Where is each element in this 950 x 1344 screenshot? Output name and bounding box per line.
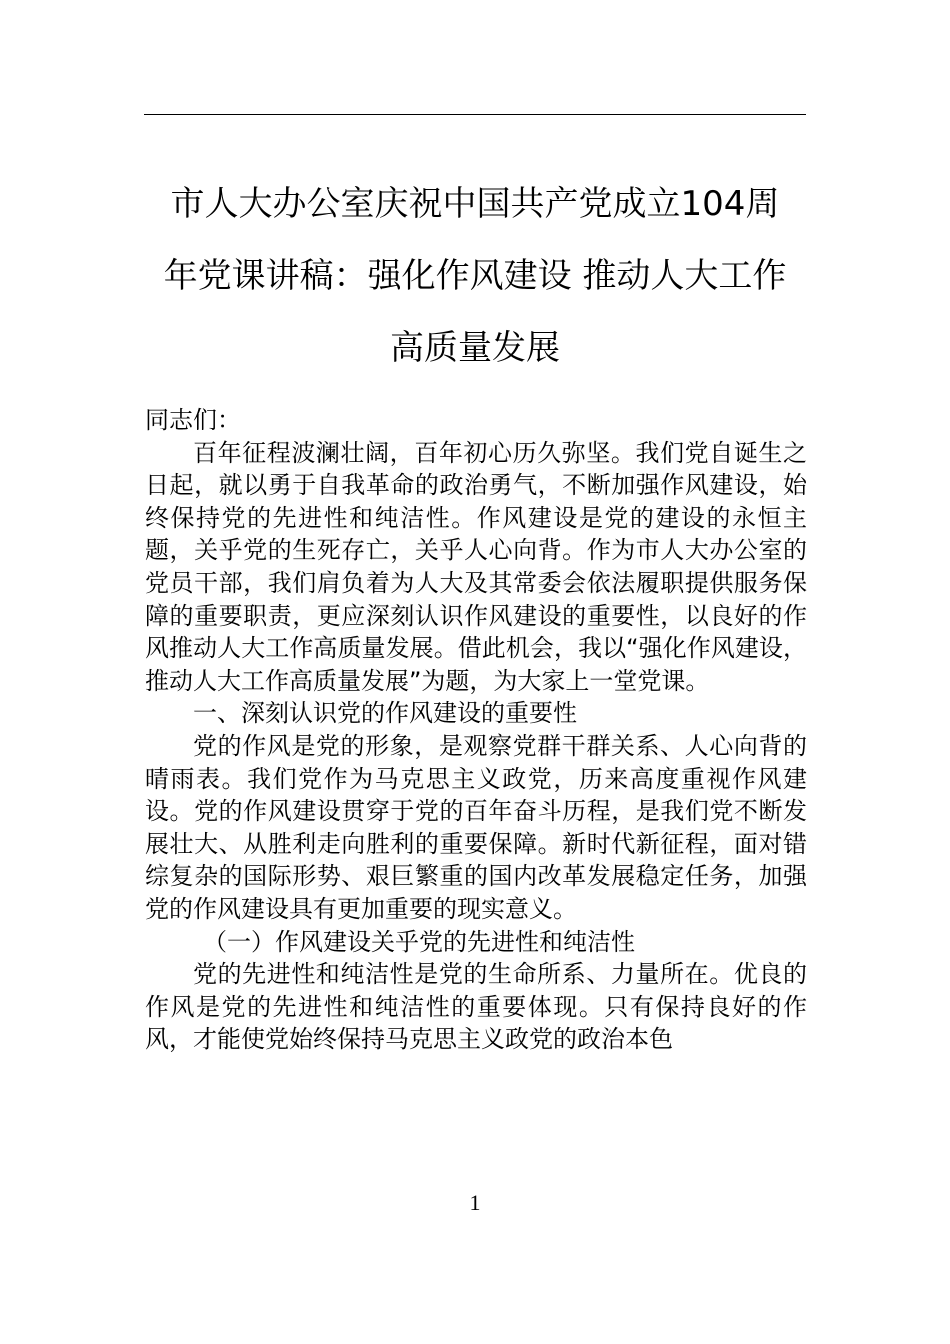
document-title: [140, 168, 810, 384]
title-line-3: 高质量发展: [390, 328, 560, 368]
salutation: 同志们：: [145, 406, 241, 434]
section-heading-1: 一、深刻认识党的作风建设的重要性: [193, 699, 577, 728]
section-1-paragraph: 党的作风是党的形象，是观察党群干群关系、人心向背的晴雨表。我们党作为马克思主义政党，历来高度重视作风建设。党的作风建设贯穿于党的百年奋斗历程，是我们党不断发展壮大、从胜利走向胜利的重要保障。新时代新征程，面对错综复杂的国际形势、艰巨繁重的国内改革发展稳定任务，加强党的作风建设具有更加重要的现实意义。: [145, 731, 807, 923]
document-body: [145, 404, 807, 1056]
page-number: 1: [469, 1190, 481, 1215]
intro-paragraph: 百年征程波澜壮阔，百年初心历久弥坚。我们党自诞生之日起，就以勇于自我革命的政治勇气，不断加强作风建设，始终保持党的先进性和纯洁性。作风建设是党的建设的永恒主题，关乎党的生死存亡，关乎人心向背。作为市人大办公室的党员干部，我们肩负着为人大及其常委会依法履职提供服务保障的重要职责，更应深刻认识作风建设的重要性，以良好的作风推动人大工作高质量发展。借此机会，我以“强化作风建设，推动人大工作高质量发展”为题，为大家上一堂党课。: [145, 438, 807, 695]
title-line-1: 市人大办公室庆祝中国共产党成立104周: [170, 184, 780, 224]
subsection-heading-1: （一）作风建设关乎党的先进性和纯洁性: [203, 927, 635, 956]
header-rule: [144, 114, 806, 115]
title-line-2: 年党课讲稿：强化作风建设 推动人大工作: [163, 256, 787, 296]
subsection-1-paragraph: 党的先进性和纯洁性是党的生命所系、力量所在。优良的作风是党的先进性和纯洁性的重要体现。只有保持良好的作风，才能使党始终保持马克思主义政党的政治本色: [145, 960, 807, 1054]
